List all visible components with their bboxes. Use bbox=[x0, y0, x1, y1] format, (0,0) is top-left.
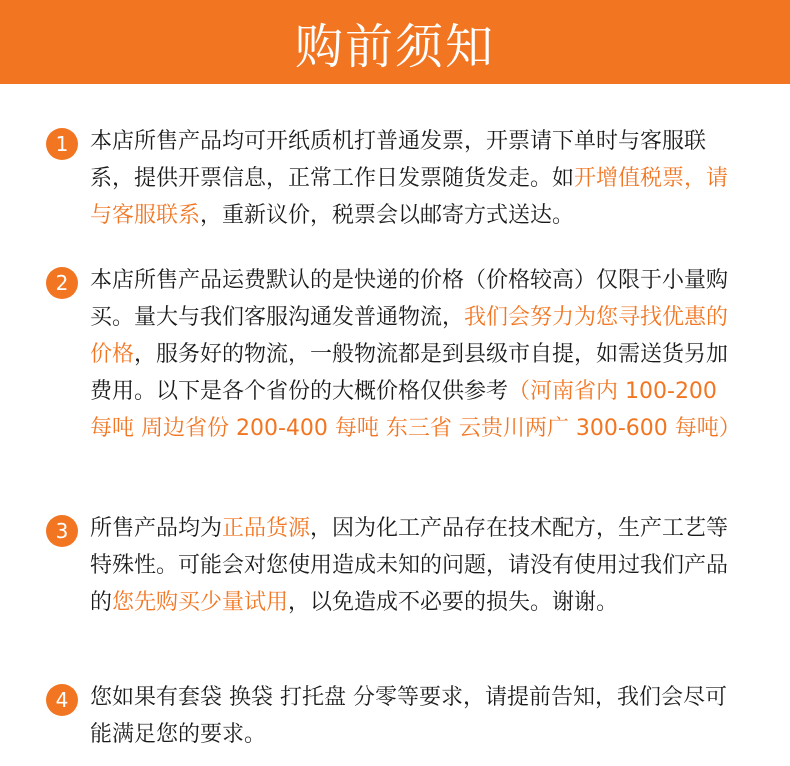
number-badge-1: 1 bbox=[46, 128, 78, 160]
highlight-text: 正品货源 bbox=[222, 516, 311, 541]
notice-text-part: 本店所售产品均可开纸质机打普通发票，开票请下单时与客服联系，提供开票信息，正常工作日发票随货发走。如 bbox=[90, 129, 707, 191]
number-badge-4: 4 bbox=[46, 684, 78, 716]
header-banner bbox=[0, 0, 790, 84]
highlight-text: 开增值税票，请与客服联系 bbox=[90, 166, 729, 228]
notice-text-part: ，因为化工产品存在技术配方，生产工艺等特殊性。可能会对您使用造成未知的问题，请没有使用过我们产品的 bbox=[90, 516, 729, 615]
number-badge-2: 2 bbox=[46, 267, 78, 299]
number-badge-3: 3 bbox=[46, 515, 78, 547]
page-title: 购前须知 bbox=[294, 18, 495, 75]
notice-text-part: 您如果有套袋 换袋 打托盘 分零等要求，请提前告知，我们会尽可能满足您的要求。 bbox=[90, 685, 727, 747]
highlight-text: 我们会努力为您寻找优惠的价格 bbox=[90, 305, 729, 367]
notice-text-part: 本店所售产品运费默认的是快递的价格（价格较高）仅限于小量购买。量大与我们客服沟通发普通物流， bbox=[90, 268, 729, 330]
highlight-text: 您先购买少量试用 bbox=[112, 590, 289, 615]
highlight-text: （河南省内 100-200 每吨 周边省份 200-400 每吨 东三省 云贵川两广 300-600 每吨） bbox=[90, 379, 741, 441]
notice-text-1 bbox=[90, 123, 745, 234]
notice-text-4 bbox=[90, 679, 745, 753]
notice-text-2 bbox=[90, 262, 745, 447]
notice-text-part: ，以免造成不必要的损失。谢谢。 bbox=[288, 590, 619, 615]
notice-text-part: 所售产品均为 bbox=[90, 516, 223, 541]
notice-text-part: ，重新议价，税票会以邮寄方式送达。 bbox=[200, 203, 575, 228]
notice-text-part: ，服务好的物流，一般物流都是到县级市自提，如需送货另加费用。以下是各个省份的大概价格仅供参考 bbox=[90, 342, 729, 404]
notice-text-3 bbox=[90, 510, 745, 621]
